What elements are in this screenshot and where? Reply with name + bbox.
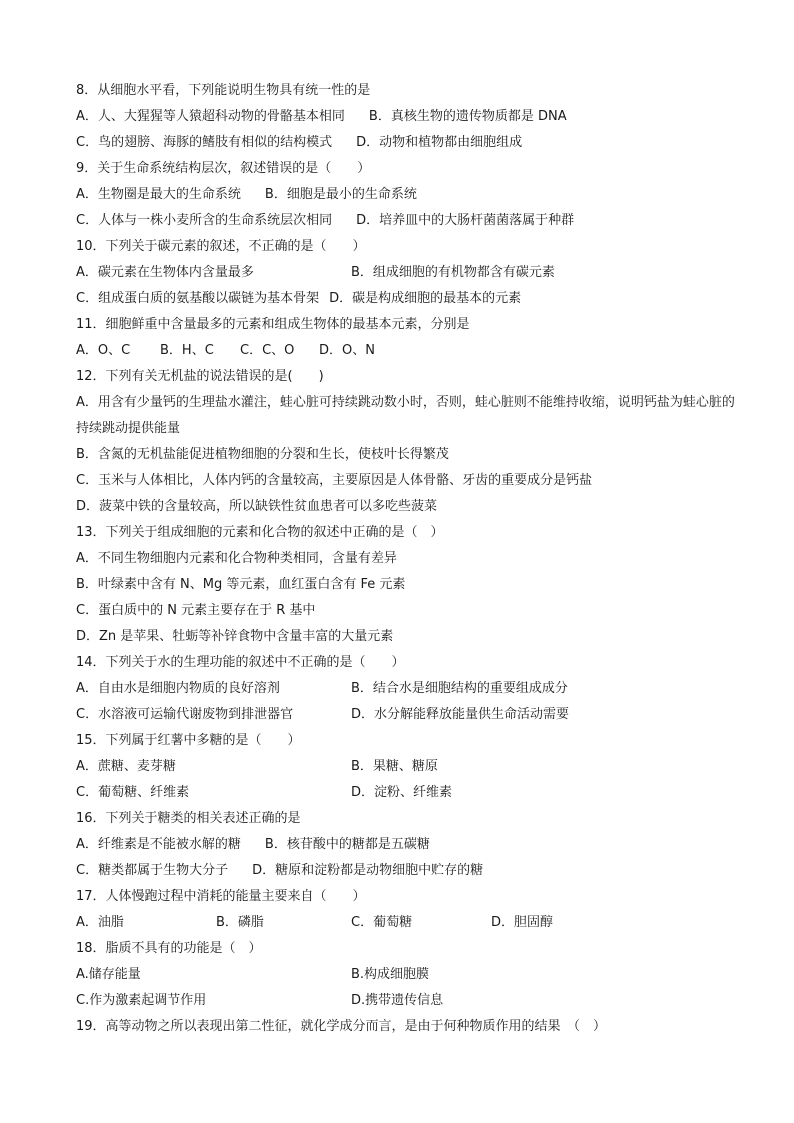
question-16-option-b: B．核苷酸中的糖都是五碳糖 xyxy=(264,837,430,852)
question-14-option-b: B．结合水是细胞结构的重要组成成分 xyxy=(351,681,568,696)
question-17-option-a: A．油脂 xyxy=(76,915,124,930)
question-14-stem: 14．下列关于水的生理功能的叙述中不正确的是（ ） xyxy=(76,655,405,670)
question-9-option-a: A．生物圈是最大的生命系统 xyxy=(76,187,241,202)
question-15-option-d: D．淀粉、纤维素 xyxy=(351,785,453,800)
question-16-options-row2 xyxy=(76,858,736,884)
question-9-option-b: B．细胞是最小的生命系统 xyxy=(264,187,417,202)
question-18-options-row2 xyxy=(76,988,736,1014)
question-13-option-d: D．Zn 是苹果、牡蛎等补锌食物中含量丰富的大量元素 xyxy=(76,629,394,644)
question-18-stem: 18．脂质不具有的功能是（ ） xyxy=(76,941,262,956)
question-13-option-c: C．蛋白质中的 N 元素主要存在于 R 基中 xyxy=(76,603,316,618)
question-16-options-row1 xyxy=(76,832,736,858)
question-10-stem: 10．下列关于碳元素的叙述，不正确的是（ ） xyxy=(76,239,366,254)
question-11-option-c: C．C、O xyxy=(240,343,295,358)
question-12-option-a: A．用含有少量钙的生理盐水灌注，蛙心脏可持续跳动数小时，否则，蛙心脏则不能维持收缩，说明钙盐为蛙心脏的持续跳动提供能量 xyxy=(76,395,735,436)
question-12-stem: 12．下列有关无机盐的说法错误的是( ) xyxy=(76,369,324,384)
question-18-option-b: B.构成细胞膜 xyxy=(351,967,430,982)
question-16-option-a: A．纤维素是不能被水解的糖 xyxy=(76,837,241,852)
question-9-options-row1 xyxy=(76,182,736,208)
question-10-options-row2 xyxy=(76,286,736,312)
question-8-option-d: D．动物和植物都由细胞组成 xyxy=(356,135,523,150)
question-14-option-d: D．水分解能释放能量供生命活动需要 xyxy=(351,707,570,722)
question-15-options-row2 xyxy=(76,780,736,806)
question-17-option-b: B．磷脂 xyxy=(216,915,264,930)
question-11-option-a: A．O、C xyxy=(76,343,131,358)
question-18-option-d: D.携带遗传信息 xyxy=(351,993,444,1008)
question-9-option-c: C．人体与一株小麦所含的生命系统层次相同 xyxy=(76,213,333,228)
question-9-option-d: D．培养皿中的大肠杆菌菌落属于种群 xyxy=(356,213,575,228)
question-14-option-c: C．水溶液可运输代谢废物到排泄器官 xyxy=(76,707,294,722)
question-17-option-c: C．葡萄糖 xyxy=(351,915,413,930)
question-19-stem: 19．高等动物之所以表现出第二性征，就化学成分而言，是由于何种物质作用的结果 （ ） xyxy=(76,1019,607,1034)
question-10-option-b: B．组成细胞的有机物都含有碳元素 xyxy=(351,265,555,280)
question-11-option-d: D．O、N xyxy=(319,343,375,358)
question-16-option-c: C．糖类都属于生物大分子 xyxy=(76,863,229,878)
question-8-option-b: B．真核生物的遗传物质都是 DNA xyxy=(368,109,567,124)
question-8-option-a: A．人、大猩猩等人猿超科动物的骨骼基本相同 xyxy=(76,109,345,124)
question-15-option-b: B．果糖、糖原 xyxy=(351,759,438,774)
question-16-option-d: D．糖原和淀粉都是动物细胞中贮存的糖 xyxy=(252,863,484,878)
question-10-options-row1 xyxy=(76,260,736,286)
question-15-option-a: A．蔗糖、麦芽糖 xyxy=(76,759,176,774)
question-18-option-a: A.储存能量 xyxy=(76,967,141,982)
question-13-stem: 13．下列关于组成细胞的元素和化合物的叙述中正确的是（ ） xyxy=(76,525,444,540)
question-18-options-row1 xyxy=(76,962,736,988)
question-15-stem: 15．下列属于红薯中多糖的是（ ） xyxy=(76,733,301,748)
exam-page xyxy=(76,78,736,1040)
question-17-stem: 17．人体慢跑过程中消耗的能量主要来自（ ） xyxy=(76,889,366,904)
question-11-option-b: B．H、C xyxy=(160,343,214,358)
question-13-option-a: A．不同生物细胞内元素和化合物种类相同，含量有差异 xyxy=(76,551,397,566)
question-12-option-c: C．玉米与人体相比，人体内钙的含量较高，主要原因是人体骨骼、牙齿的重要成分是钙盐 xyxy=(76,473,593,488)
question-8-options-row1 xyxy=(76,104,736,130)
question-13-option-b: B．叶绿素中含有 N、Mg 等元素，血红蛋白含有 Fe 元素 xyxy=(76,577,406,592)
question-12-option-b: B．含氮的无机盐能促进植物细胞的分裂和生长，使枝叶长得繁茂 xyxy=(76,447,449,462)
question-17-options xyxy=(76,910,736,936)
question-15-option-c: C．葡萄糖、纤维素 xyxy=(76,785,190,800)
question-11-options xyxy=(76,338,736,364)
question-16-stem: 16．下列关于糖类的相关表述正确的是 xyxy=(76,811,301,826)
question-14-options-row1 xyxy=(76,676,736,702)
question-10-option-d: D．碳是构成细胞的最基本的元素 xyxy=(329,291,522,306)
question-14-option-a: A．自由水是细胞内物质的良好溶剂 xyxy=(76,681,280,696)
question-11-stem: 11．细胞鲜重中含量最多的元素和组成生物体的最基本元素，分别是 xyxy=(76,317,470,332)
question-15-options-row1 xyxy=(76,754,736,780)
question-8-stem: 8．从细胞水平看，下列能说明生物具有统一性的是 xyxy=(76,83,371,98)
question-18-option-c: C.作为激素起调节作用 xyxy=(76,993,207,1008)
question-17-option-d: D．胆固醇 xyxy=(491,915,554,930)
question-9-options-row2 xyxy=(76,208,736,234)
question-8-options-row2 xyxy=(76,130,736,156)
question-10-option-a: A．碳元素在生物体内含量最多 xyxy=(76,265,254,280)
question-12-option-d: D．菠菜中铁的含量较高，所以缺铁性贫血患者可以多吃些菠菜 xyxy=(76,499,438,514)
question-8-option-c: C．鸟的翅膀、海豚的鳍肢有相似的结构模式 xyxy=(76,135,333,150)
question-14-options-row2 xyxy=(76,702,736,728)
question-10-option-c: C．组成蛋白质的氨基酸以碳链为基本骨架 xyxy=(76,291,320,306)
question-9-stem: 9．关于生命系统结构层次，叙述错误的是（ ） xyxy=(76,161,371,176)
